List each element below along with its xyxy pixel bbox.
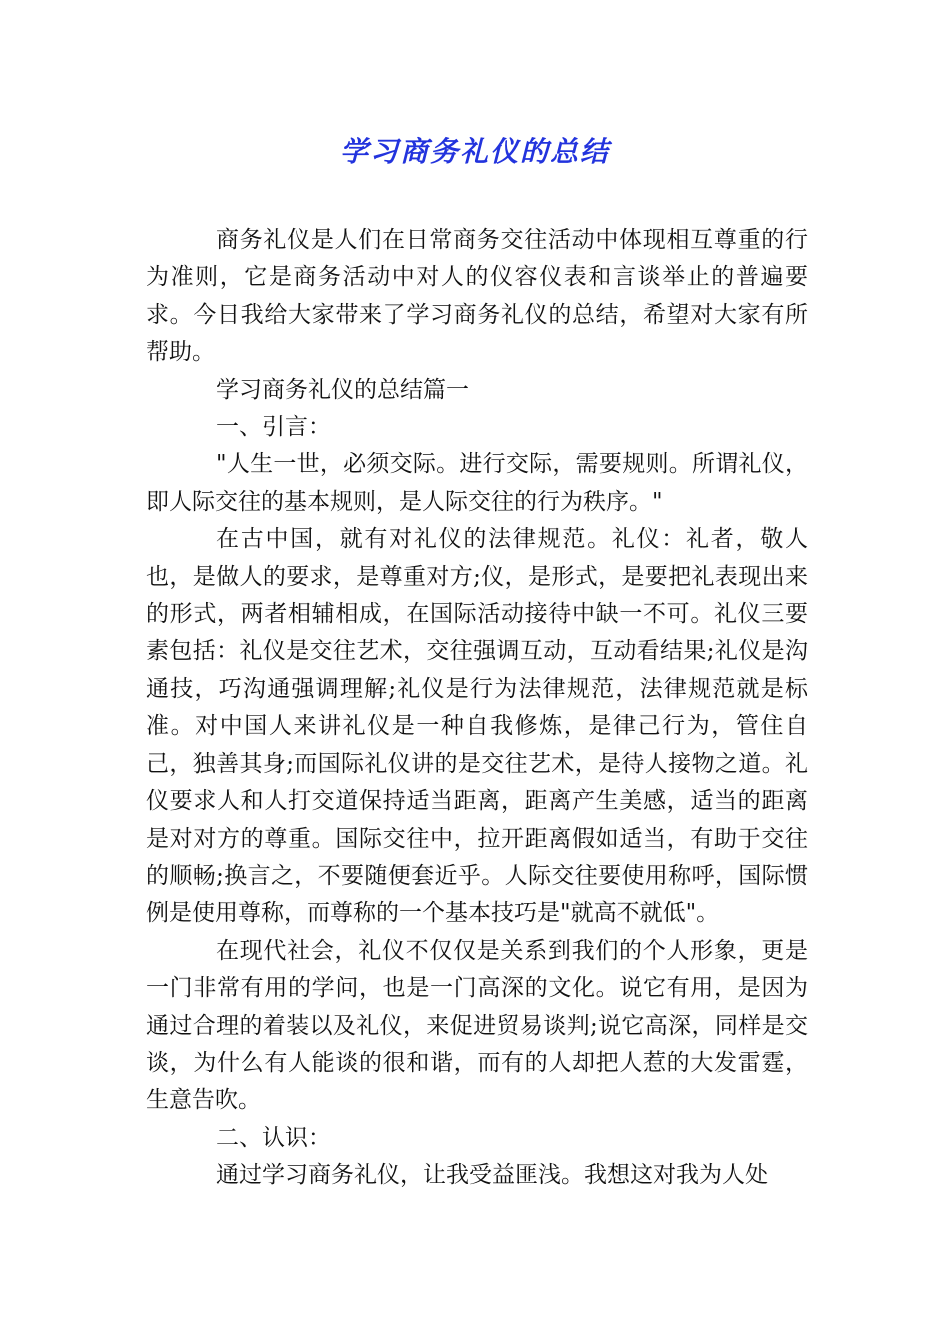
document-body xyxy=(146,222,808,1195)
document-title: 学习商务礼仪的总结 xyxy=(339,135,610,168)
paragraph-intro: 商务礼仪是人们在日常商务交往活动中体现相互尊重的行为准则，它是商务活动中对人的仪容仪表和言谈举止的普遍要求。今日我给大家带来了学习商务礼仪的总结，希望对大家有所帮助。 xyxy=(146,227,808,366)
section-heading-understanding: 二、认识： xyxy=(216,1124,331,1151)
paragraph-modern-society: 在现代社会，礼仪不仅仅是关系到我们的个人形象，更是一门非常有用的学问，也是一门高深的文化。说它有用，是因为通过合理的着装以及礼仪，来促进贸易谈判;说它高深，同样是交谈，为什么有人能谈的很和谐，而有的人却把人惹的大发雷霆，生意告吹。 xyxy=(146,937,808,1114)
section-heading-introduction: 一、引言： xyxy=(216,414,331,441)
section-heading-part-one: 学习商务礼仪的总结篇一 xyxy=(216,376,469,403)
paragraph-ancient-china: 在古中国，就有对礼仪的法律规范。礼仪：礼者，敬人也，是做人的要求，是尊重对方;仪，是形式，是要把礼表现出来的形式，两者相辅相成，在国际活动接待中缺一不可。礼仪三要素包括：礼仪是交往艺术，交往强调互动，互动看结果;礼仪是沟通技，巧沟通强调理解;礼仪是行为法律规范，法律规范就是标准。对中国人来讲礼仪是一种自我修炼，是律己行为，管住自己，独善其身;而国际礼仪讲的是交往艺术，是待人接物之道。礼仪要求人和人打交道保持适当距离，距离产生美感，适当的距离是对对方的尊重。国际交往中，拉开距离假如适当，有助于交往的顺畅;换言之，不要随便套近乎。人际交往要使用称呼，国际惯例是使用尊称，而尊称的一个基本技巧是"就高不就低"。 xyxy=(146,526,808,927)
paragraph-learning: 通过学习商务礼仪，让我受益匪浅。我想这对我为人处 xyxy=(216,1162,768,1189)
paragraph-quote: "人生一世，必须交际。进行交际，需要规则。所谓礼仪，即人际交往的基本规则，是人际交往的行为秩序。" xyxy=(146,451,808,515)
